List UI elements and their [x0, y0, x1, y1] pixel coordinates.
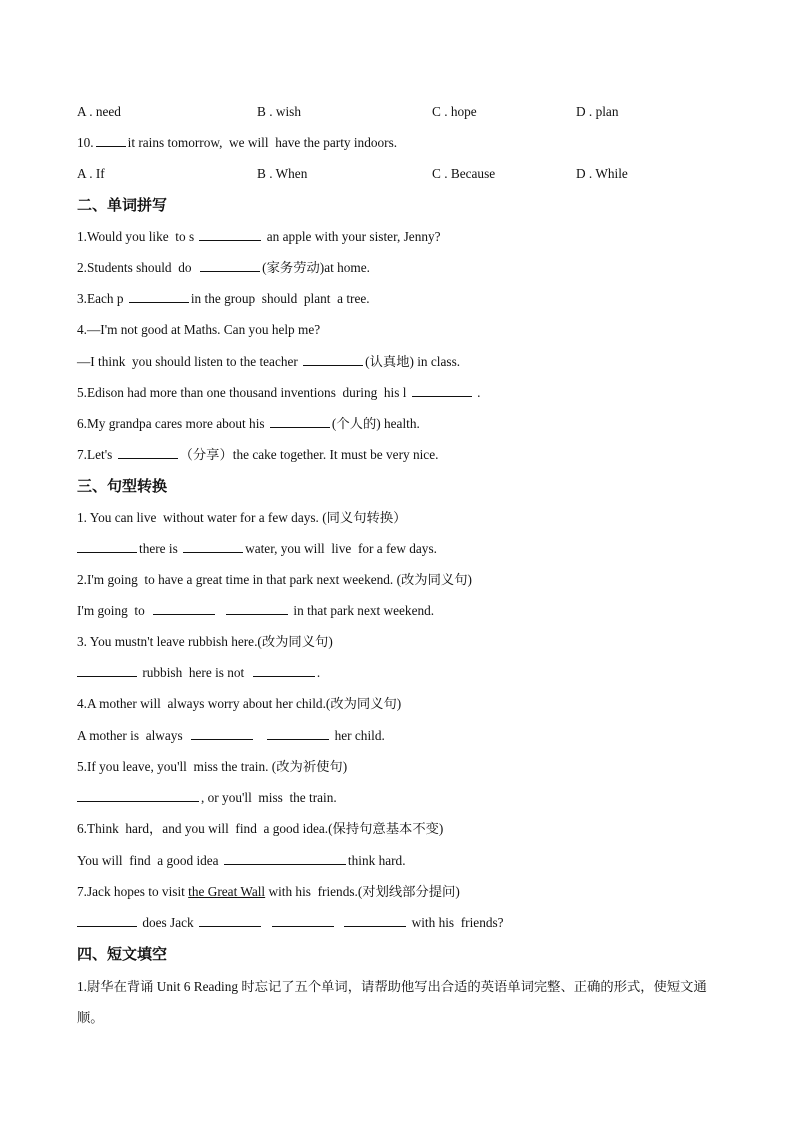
transform-q2-answer: I'm going to in that park next weekend.: [77, 603, 435, 618]
q10-option-b: B . When: [257, 166, 308, 181]
answer-blank[interactable]: [224, 851, 346, 865]
answer-blank[interactable]: [253, 663, 315, 677]
section-heading-spelling: 二、单词拼写: [77, 196, 168, 214]
answer-blank[interactable]: [77, 788, 199, 802]
answer-blank[interactable]: [200, 258, 260, 272]
answer-blank[interactable]: [199, 913, 261, 927]
q10-stem: 10. it rains tomorrow, we will have the party indoors.: [77, 135, 398, 150]
q9-option-c: C . hope: [432, 104, 477, 119]
answer-blank[interactable]: [191, 726, 253, 740]
transform-q7: 7.Jack hopes to visit the Great Wall with his friends.(对划线部分提问): [77, 884, 460, 899]
transform-q4: 4.A mother will always worry about her child.(改为同义句): [77, 696, 402, 711]
q10-option-c: C . Because: [432, 166, 496, 181]
transform-q7-answer: does Jack with his friends?: [77, 913, 504, 933]
answer-blank[interactable]: [199, 227, 261, 241]
answer-blank[interactable]: [267, 726, 329, 740]
spelling-q4: —I think you should listen to the teacher (认真地) in class.: [77, 354, 461, 369]
answer-blank[interactable]: [77, 913, 137, 927]
spelling-q5: 5.Edison had more than one thousand inventions during his l .: [77, 385, 481, 400]
answer-blank[interactable]: [77, 663, 137, 677]
q9-option-d: D . plan: [576, 104, 619, 119]
spelling-q3: 3.Each p in the group should plant a tree.: [77, 291, 370, 306]
section-heading-cloze: 四、短文填空: [77, 945, 168, 963]
section-heading-transform: 三、句型转换: [77, 477, 168, 495]
answer-blank[interactable]: [226, 601, 288, 615]
q9-option-a: A . need: [77, 104, 121, 119]
answer-blank[interactable]: [153, 601, 215, 615]
q10-option-d: D . While: [576, 166, 628, 181]
spelling-q7: 7.Let's （分享）the cake together. It must be very nice.: [77, 447, 439, 462]
q9-option-b: B . wish: [257, 104, 301, 119]
answer-blank[interactable]: [272, 913, 334, 927]
transform-q5: 5.If you leave, you'll miss the train. (改为祈使句): [77, 759, 348, 774]
answer-blank[interactable]: [118, 445, 178, 459]
answer-blank[interactable]: [129, 289, 189, 303]
spelling-q6: 6.My grandpa cares more about his (个人的) health.: [77, 416, 420, 431]
cloze-instructions: 1.尉华在背诵 Unit 6 Reading 时忘记了五个单词，请帮助他写出合适的英语单词完整、正确的形式，使短文通顺。: [77, 979, 707, 1025]
answer-blank[interactable]: [412, 383, 472, 397]
spelling-q4-prompt: 4.—I'm not good at Maths. Can you help me?: [77, 322, 321, 337]
transform-q4-answer: A mother is always her child.: [77, 728, 385, 743]
transform-q3-answer: rubbish here is not .: [77, 663, 320, 683]
transform-q3: 3. You mustn't leave rubbish here.(改为同义句): [77, 634, 333, 649]
transform-q6: 6.Think hard，and you will find a good idea.(保持句意基本不变): [77, 821, 444, 836]
transform-q5-answer: , or you'll miss the train.: [77, 788, 337, 808]
answer-blank[interactable]: [183, 539, 243, 553]
answer-blank[interactable]: [96, 133, 126, 147]
q10-option-a: A . If: [77, 166, 105, 181]
transform-q1-answer: there is water, you will live for a few days.: [77, 539, 437, 559]
spelling-q2: 2.Students should do (家务劳动)at home.: [77, 260, 371, 275]
transform-q2: 2.I'm going to have a great time in that park next weekend. (改为同义句): [77, 572, 472, 587]
transform-q1: 1. You can live without water for a few days. (同义句转换）: [77, 510, 407, 525]
underlined-phrase: the Great Wall: [188, 884, 266, 899]
answer-blank[interactable]: [303, 352, 363, 366]
answer-blank[interactable]: [270, 414, 330, 428]
spelling-q1: 1.Would you like to s an apple with your sister, Jenny?: [77, 229, 441, 244]
answer-blank[interactable]: [344, 913, 406, 927]
answer-blank[interactable]: [77, 539, 137, 553]
transform-q6-answer: You will find a good idea think hard.: [77, 853, 406, 868]
